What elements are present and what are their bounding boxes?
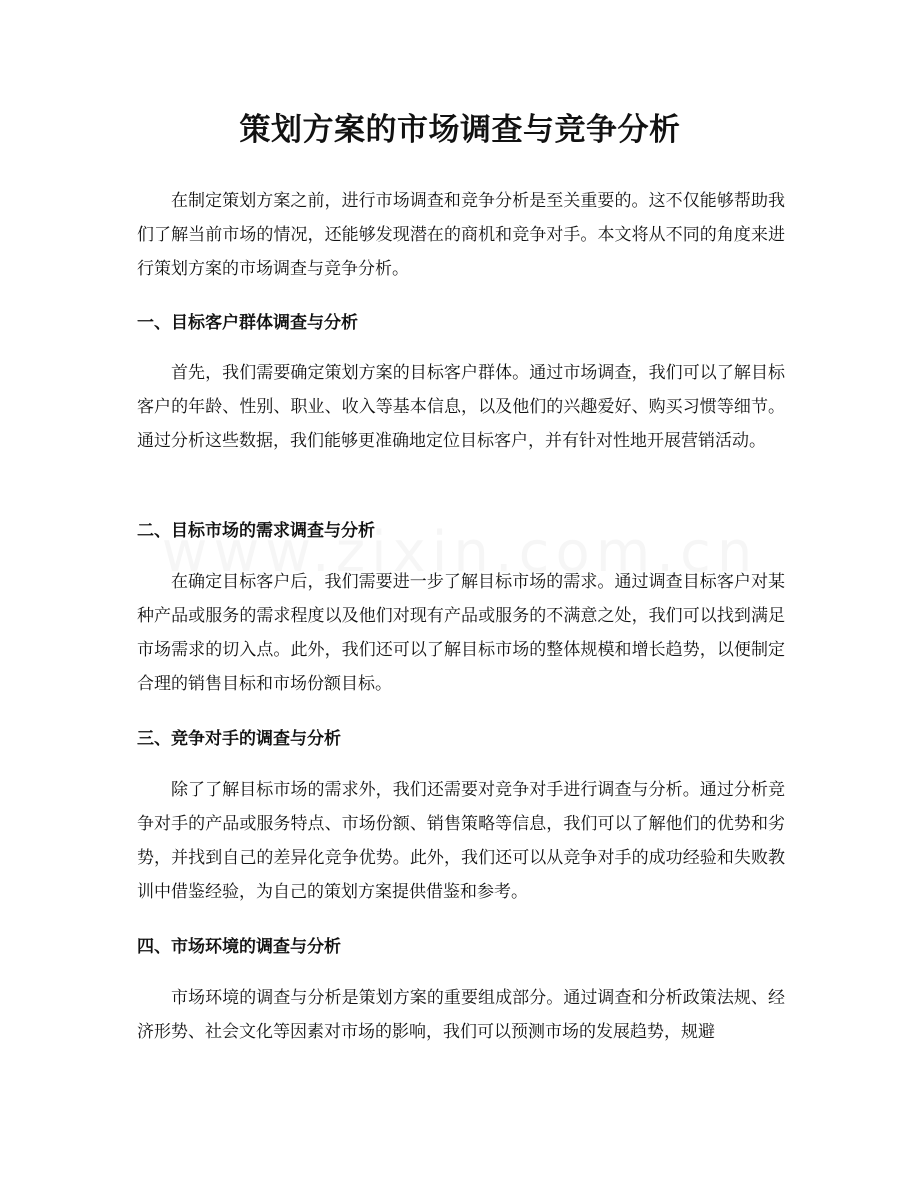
intro-paragraph: 在制定策划方案之前，进行市场调查和竞争分析是至关重要的。这不仅能够帮助我们了解当前市场的情况，还能够发现潜在的商机和竞争对手。本文将从不同的角度来进行策划方案的市场调查与竞争分析。 (137, 191, 785, 279)
section-body-4: 市场环境的调查与分析是策划方案的重要组成部分。通过调查和分析政策法规、经济形势、社会文化等因素对市场的影响，我们可以预测市场的发展趋势，规避 (137, 988, 785, 1042)
section-body-3: 除了了解目标市场的需求外，我们还需要对竞争对手进行调查与分析。通过分析竞争对手的产品或服务特点、市场份额、销售策略等信息，我们可以了解他们的优势和劣势，并找到自己的差异化竞争优势。此外，我们还可以从竞争对手的成功经验和失败教训中借鉴经验，为自己的策划方案提供借鉴和参考。 (137, 780, 785, 902)
page-title: 策划方案的市场调查与竞争分析 (239, 112, 681, 148)
section-heading-3: 三、竞争对手的调查与分析 (137, 729, 341, 749)
section-heading-2: 二、目标市场的需求调查与分析 (137, 521, 375, 541)
section-body-2: 在确定目标客户后，我们需要进一步了解目标市场的需求。通过调查目标客户对某种产品或服务的需求程度以及他们对现有产品或服务的不满意之处，我们可以找到满足市场需求的切入点。此外，我们还可以了解目标市场的整体规模和增长趋势，以便制定合理的销售目标和市场份额目标。 (137, 572, 785, 694)
section-heading-1: 一、目标客户群体调查与分析 (137, 313, 358, 333)
section-heading-4: 四、市场环境的调查与分析 (137, 937, 341, 957)
section-body-1: 首先，我们需要确定策划方案的目标客户群体。通过市场调查，我们可以了解目标客户的年龄、性别、职业、收入等基本信息，以及他们的兴趣爱好、购买习惯等细节。通过分析这些数据，我们能够更准确地定位目标客户，并有针对性地开展营销活动。 (137, 363, 785, 451)
